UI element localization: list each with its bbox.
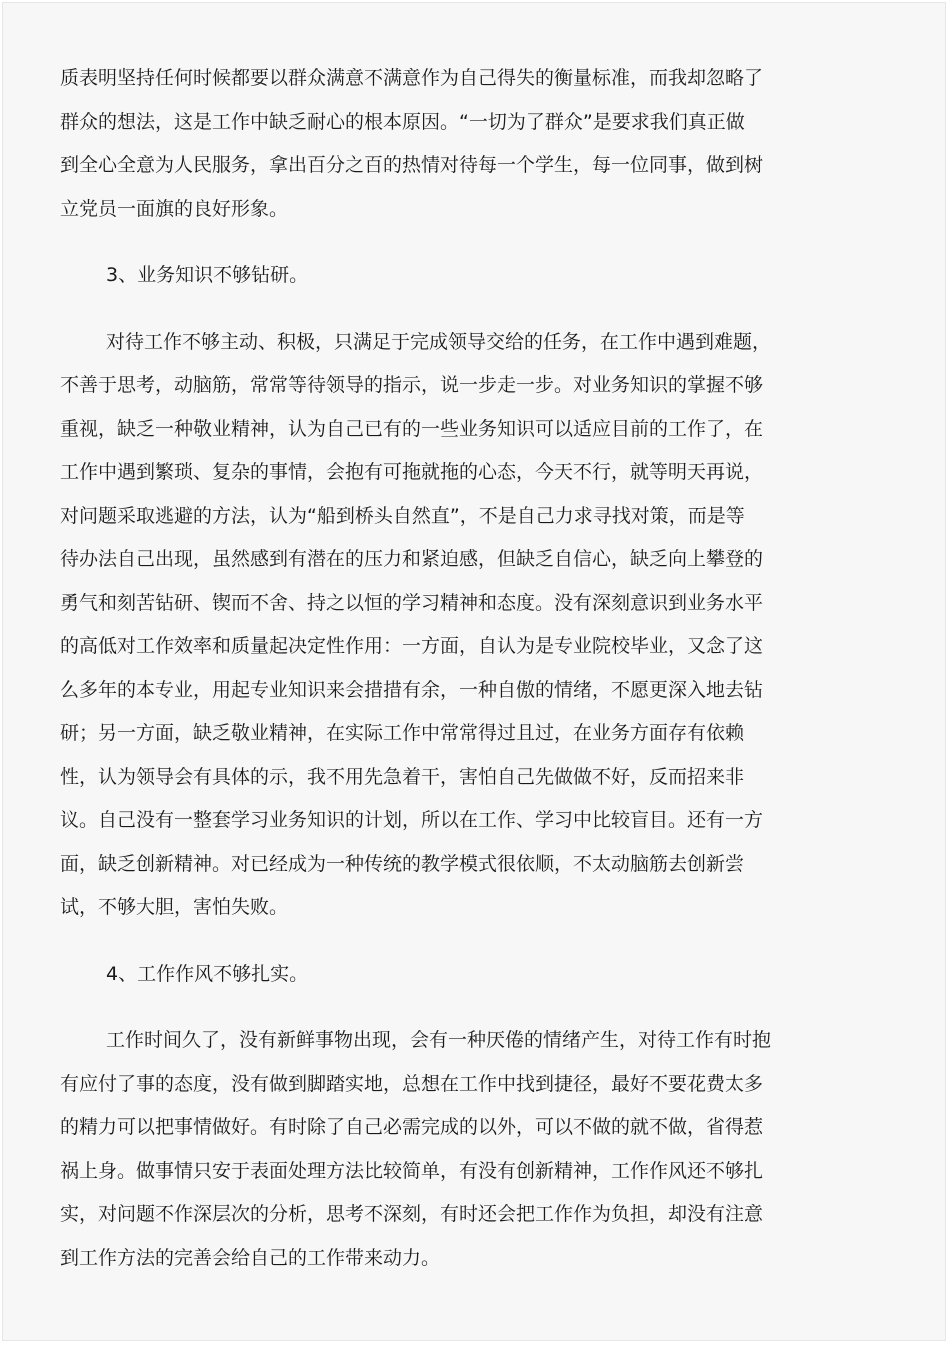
text-line: 待办法自己出现，虽然感到有潜在的压力和紧迫感，但缺乏自信心，缺乏向上攀登的 [60, 548, 764, 570]
paragraph-2 [60, 321, 840, 930]
text-line: 实，对问题不作深层次的分析，思考不深刻，有时还会把工作作为负担，却没有注意 [60, 1203, 764, 1225]
text-line: 么多年的本专业，用起专业知识来会措措有余，一种自傲的情绪，不愿更深入地去钻 [60, 678, 764, 701]
text-line: 勇气和刻苦钻研、锲而不舍、持之以恒的学习精神和态度。没有深刻意识到业务水平 [60, 591, 764, 614]
section-heading-4: 4、工作作风不够扎实。 [106, 962, 309, 985]
text-line: 不善于思考，动脑筋，常常等待领导的指示，说一步走一步。对业务知识的掌握不够 [60, 374, 764, 396]
text-line: 研；另一方面，缺乏敬业精神，在实际工作中常常得过且过，在业务方面存有依赖 [60, 722, 745, 744]
text-line: 质表明坚持任何时候都要以群众满意不满意作为自己得失的衡量标准，而我却忽略了 [60, 67, 764, 89]
text-line: 到工作方法的完善会给自己的工作带来动力。 [60, 1246, 441, 1269]
text-line: 的精力可以把事情做好。有时除了自己必需完成的以外，可以不做的就不做，省得惹 [60, 1116, 764, 1138]
paragraph-1 [60, 57, 840, 231]
document-body [60, 57, 840, 1280]
text-line: 试，不够大胆，害怕失败。 [60, 896, 289, 918]
document-page [2, 2, 946, 1341]
text-line: 的高低对工作效率和质量起决定性作用：一方面，自认为是专业院校毕业，又念了这 [60, 635, 764, 657]
text-line: 到全心全意为人民服务，拿出百分之百的热情对待每一个学生，每一位同事，做到树 [60, 154, 764, 176]
text-line: 议。自己没有一整套学习业务知识的计划，所以在工作、学习中比较盲目。还有一方 [60, 809, 764, 831]
text-line: 立党员一面旗的良好形象。 [60, 197, 289, 220]
text-line: 对待工作不够主动、积极，只满足于完成领导交给的任务，在工作中遇到难题， [106, 330, 772, 353]
section-heading-3: 3、业务知识不够钻研。 [106, 264, 309, 286]
text-line: 对问题采取逃避的方法，认为“船到桥头自然直”，不是自己力求寻找对策，而是等 [60, 504, 745, 527]
text-line: 性，认为领导会有具体的示，我不用先急着干，害怕自己先做做不好，反而招来非 [60, 765, 745, 788]
text-line: 重视，缺乏一种敬业精神，认为自己已有的一些业务知识可以适应目前的工作了，在 [60, 417, 764, 440]
text-line: 面，缺乏创新精神。对已经成为一种传统的教学模式很依顺，不太动脑筋去创新尝 [60, 852, 745, 875]
text-line: 祸上身。做事情只安于表面处理方法比较简单，有没有创新精神，工作作风还不够扎 [60, 1159, 764, 1182]
text-line: 工作时间久了，没有新鲜事物出现，会有一种厌倦的情绪产生，对待工作有时抱 [106, 1029, 772, 1051]
text-line: 工作中遇到繁琐、复杂的事情，会抱有可拖就拖的心态，今天不行，就等明天再说， [60, 461, 764, 483]
text-line: 群众的想法，这是工作中缺乏耐心的根本原因。“一切为了群众”是要求我们真正做 [60, 110, 745, 133]
text-line: 有应付了事的态度，没有做到脚踏实地，总想在工作中找到捷径，最好不要花费太多 [60, 1072, 764, 1095]
paragraph-3 [60, 1019, 840, 1280]
